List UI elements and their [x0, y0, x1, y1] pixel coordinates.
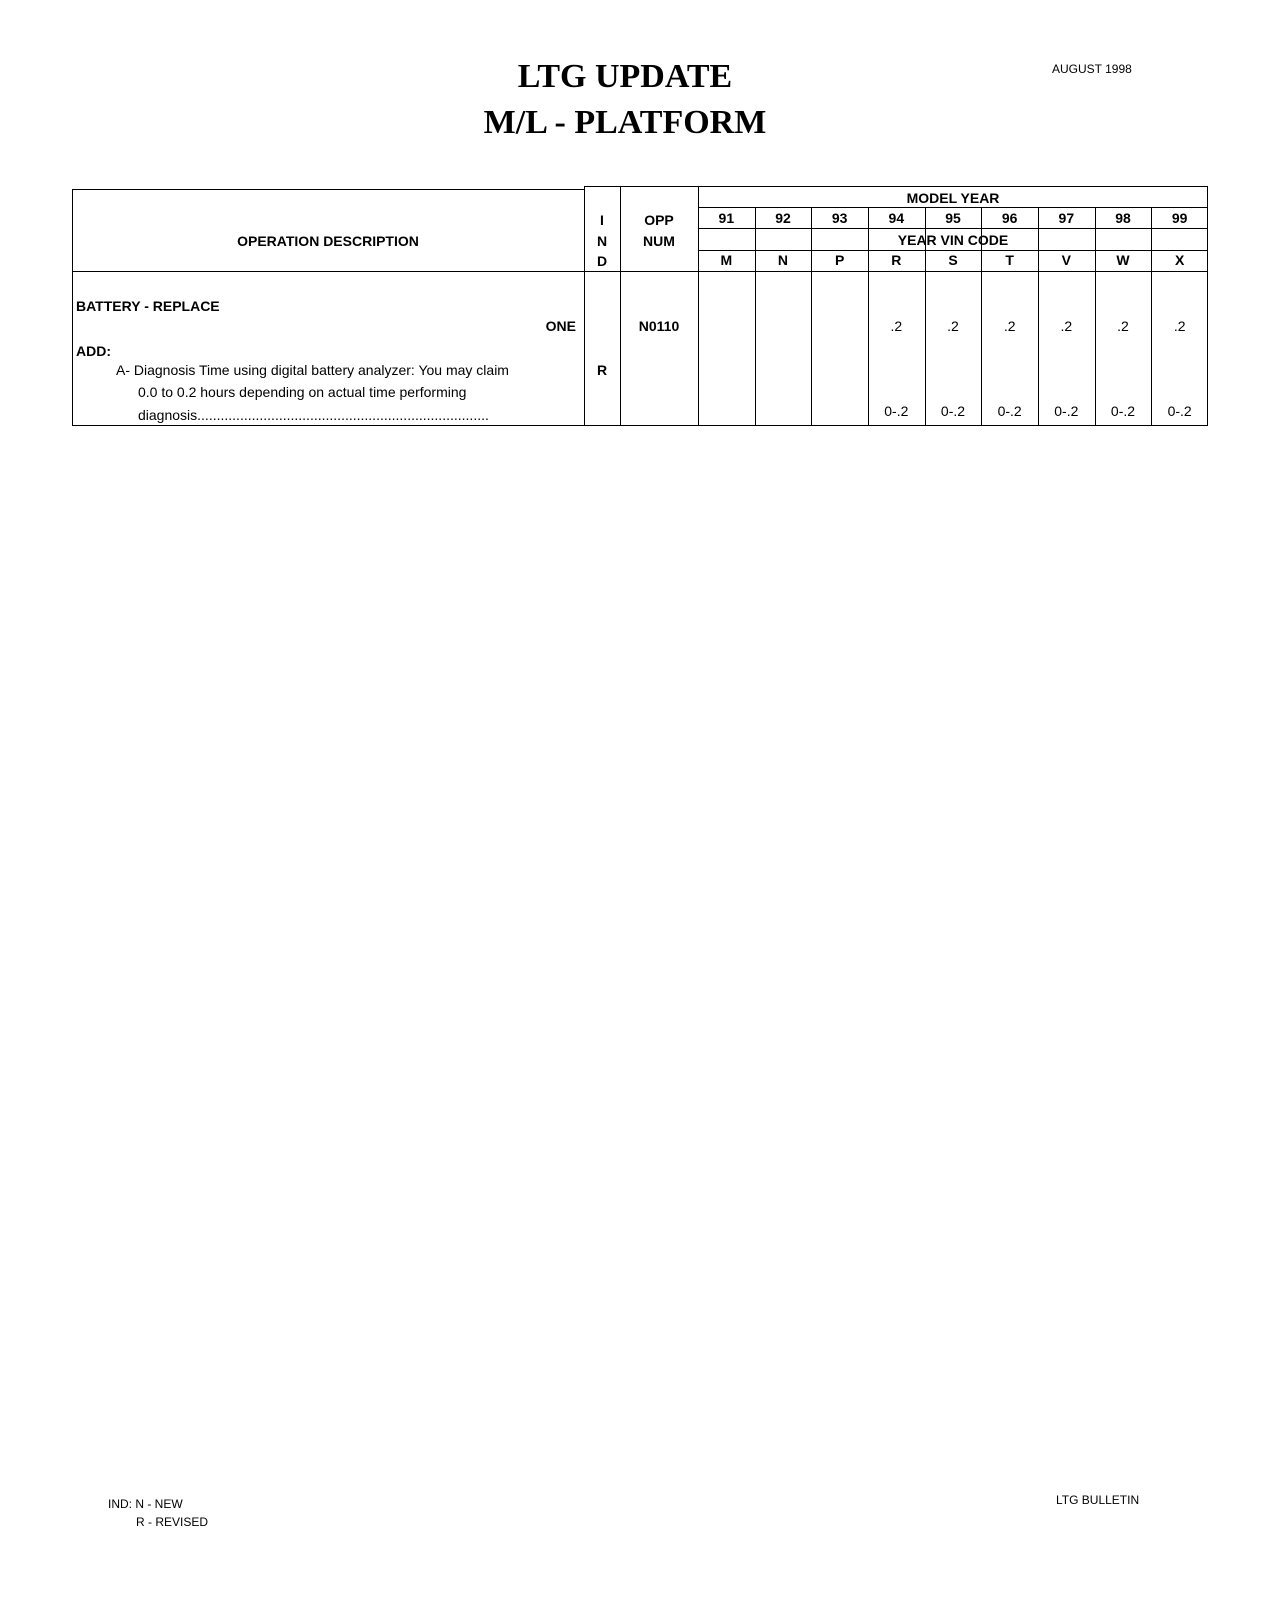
model-year-cell: 99: [1171, 210, 1188, 226]
labor-time-cell: .2: [1173, 318, 1186, 334]
col-header-operation: OPERATION DESCRIPTION: [237, 233, 419, 249]
labor-time-cell: .2: [1003, 318, 1016, 334]
col-header-opp-1: OPP: [644, 212, 674, 228]
model-year-cell: 91: [718, 210, 735, 226]
model-year-label: MODEL YEAR: [906, 190, 1000, 206]
model-year-cell: 92: [775, 210, 791, 226]
table-border-left: [72, 189, 73, 426]
ind-legend-line-2: R - REVISED: [136, 1515, 209, 1529]
year-row-bottom: [698, 228, 1208, 229]
model-year-cell: 98: [1115, 210, 1131, 226]
vin-code-cell: R: [891, 252, 902, 268]
diag-time-cell: 0-.2: [940, 403, 966, 419]
diag-time-cell: 0-.2: [884, 403, 909, 419]
vin-code-cell: T: [1005, 252, 1014, 268]
vin-code-cell: W: [1116, 252, 1130, 268]
table-border-top-right: [584, 186, 1208, 187]
labor-time-cell: .2: [1117, 318, 1129, 334]
page-title: LTG UPDATE: [517, 58, 733, 95]
add-line-3: diagnosis...........................................................................: [138, 407, 489, 423]
diag-time-cell: 0-.2: [1110, 403, 1136, 419]
vin-code-cell: V: [1061, 252, 1071, 268]
vin-code-cell: N: [777, 252, 789, 268]
opp-num-value: N0110: [638, 318, 680, 334]
report-date: AUGUST 1998: [1052, 62, 1132, 76]
vin-code-cell: S: [948, 252, 958, 268]
bulletin-label: LTG BULLETIN: [1056, 1493, 1140, 1507]
vin-code-cell: X: [1174, 252, 1185, 268]
operation-title: BATTERY - REPLACE: [76, 298, 220, 314]
labor-time-cell: .2: [890, 318, 903, 334]
diag-time-cell: 0-.2: [997, 403, 1022, 419]
add-label: ADD:: [76, 343, 111, 359]
page-subtitle: M/L - PLATFORM: [483, 104, 767, 141]
labor-time-cell: .2: [947, 318, 959, 334]
labor-time-table: [72, 186, 1208, 426]
year-row-top: [698, 207, 1208, 208]
diag-time-cell: 0-.2: [1054, 403, 1079, 419]
model-year-cell: 96: [1001, 210, 1018, 226]
col-header-ind-2: N: [596, 233, 608, 249]
add-line-2: 0.0 to 0.2 hours depending on actual time performing: [138, 384, 467, 400]
add-ind-value: R: [596, 362, 608, 378]
table-border-top: [72, 189, 584, 190]
vin-code-label: YEAR VIN CODE: [897, 232, 1009, 248]
model-year-cell: 93: [831, 210, 848, 226]
vin-code-cell: P: [834, 252, 845, 268]
col-header-ind-1: I: [600, 212, 604, 228]
col-header-ind-3: D: [596, 253, 608, 269]
col-header-opp-2: NUM: [643, 233, 675, 249]
ind-legend-line-1: IND: N - NEW: [108, 1497, 183, 1511]
add-line-1: A- Diagnosis Time using digital battery analyzer: You may claim: [116, 362, 509, 378]
operation-sub-label: ONE: [545, 318, 576, 334]
vin-code-cell: M: [720, 252, 733, 268]
diag-time-cell: 0-.2: [1167, 403, 1192, 419]
model-year-cell: 94: [888, 210, 905, 226]
labor-time-cell: .2: [1060, 318, 1073, 334]
model-year-cell: 95: [945, 210, 961, 226]
model-year-cell: 97: [1058, 210, 1075, 226]
vin-row-top: [698, 250, 1208, 251]
